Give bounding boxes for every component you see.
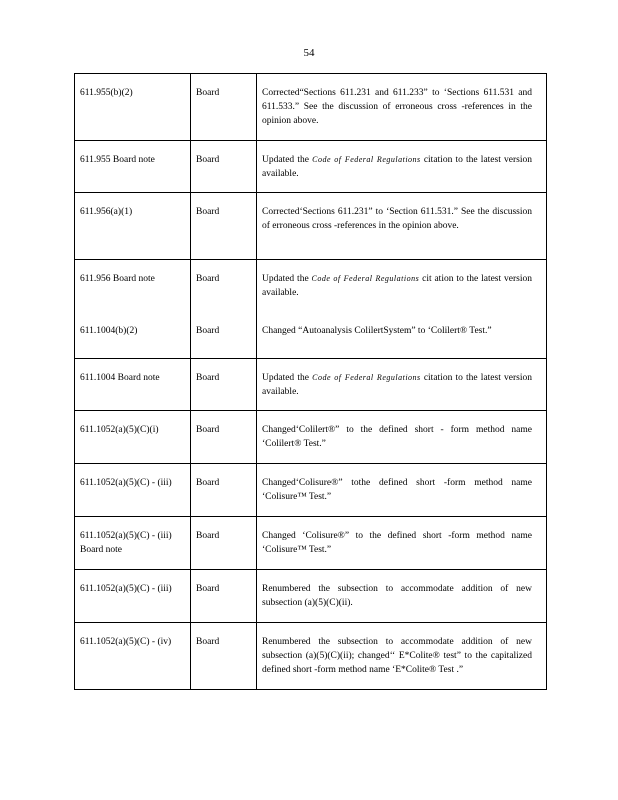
description-cell: Renumbered the subsection to accommodate addition of new subsection (a)(5)(C)(ii). (257, 570, 547, 623)
section-cell: 611.1052(a)(5)(C) - (iii) Board note (75, 517, 191, 570)
description-text: citation to the latest version available. (262, 373, 532, 397)
source-cell: Board (191, 74, 257, 141)
table-row (75, 517, 547, 570)
section-cell: 611.956 Board note (75, 260, 191, 313)
section-cell: 611.1004(b)(2) (75, 312, 191, 359)
table-row (75, 411, 547, 464)
table-row (75, 623, 547, 690)
section-cell: 611.1052(a)(5)(C) - (iii) (75, 570, 191, 623)
source-cell: Board (191, 570, 257, 623)
description-text: cit ation to the latest version available. (262, 274, 532, 298)
section-cell: 611.955 Board note (75, 141, 191, 193)
table-row (75, 359, 547, 411)
section-cell: 611.1052(a)(5)(C)(i) (75, 411, 191, 464)
source-cell: Board (191, 623, 257, 690)
cfr-citation: Code of Federal Regulations (311, 274, 420, 283)
description-cell: Changed “Autoanalysis ColilertSystem” to ‘Colilert® Test.” (257, 312, 547, 359)
source-cell: Board (191, 193, 257, 260)
source-cell: Board (191, 359, 257, 411)
cfr-citation: Code of Federal Regulations (312, 373, 421, 382)
section-cell: 611.1052(a)(5)(C) - (iii) (75, 464, 191, 517)
source-cell: Board (191, 312, 257, 359)
description-cell: Changed‘Colilert®” to the defined short - form method name ‘Colilert® Test.” (257, 411, 547, 464)
cfr-citation: Code of Federal Regulations (312, 155, 421, 164)
description-cell: Corrected‘Sections 611.231” to ‘Section 611.531.” See the discussion of erroneous cross -references in the opinion above. (257, 193, 547, 260)
section-cell: 611.1052(a)(5)(C) - (iv) (75, 623, 191, 690)
description-cell: Renumbered the subsection to accommodate addition of new subsection (a)(5)(C)(ii); changed‘‘ E*Colite® test” to the capitalized defined short -form method name ‘E*Colite® Test .” (257, 623, 547, 690)
source-cell: Board (191, 411, 257, 464)
table-row (75, 260, 547, 313)
description-cell (257, 260, 547, 313)
section-cell: 611.955(b)(2) (75, 74, 191, 141)
table-row (75, 570, 547, 623)
description-cell: Changed ‘Colisure®” to the defined short -form method name ‘Colisure™ Test.” (257, 517, 547, 570)
section-cell: 611.1004 Board note (75, 359, 191, 411)
source-cell: Board (191, 517, 257, 570)
description-text: Updated the (262, 155, 313, 165)
description-text: Updated the (262, 373, 313, 383)
description-cell: Corrected“Sections 611.231 and 611.233” to ‘Sections 611.531 and 611.533.” See the discussion of erroneous cross -references in the opinion above. (257, 74, 547, 141)
source-cell: Board (191, 141, 257, 193)
amendments-table (74, 73, 547, 690)
table-row (75, 464, 547, 517)
description-cell: Changed‘Colisure®” tothe defined short -form method name ‘Colisure™ Test.” (257, 464, 547, 517)
table-row (75, 74, 547, 141)
description-text: citation to the latest version available. (262, 155, 532, 179)
source-cell: Board (191, 464, 257, 517)
description-cell (257, 141, 547, 193)
table-row (75, 141, 547, 193)
description-cell (257, 359, 547, 411)
table-row (75, 312, 547, 359)
table-row (75, 193, 547, 260)
section-cell: 611.956(a)(1) (75, 193, 191, 260)
page-number: 54 (303, 47, 315, 59)
description-text: Updated the (262, 274, 312, 284)
source-cell: Board (191, 260, 257, 313)
